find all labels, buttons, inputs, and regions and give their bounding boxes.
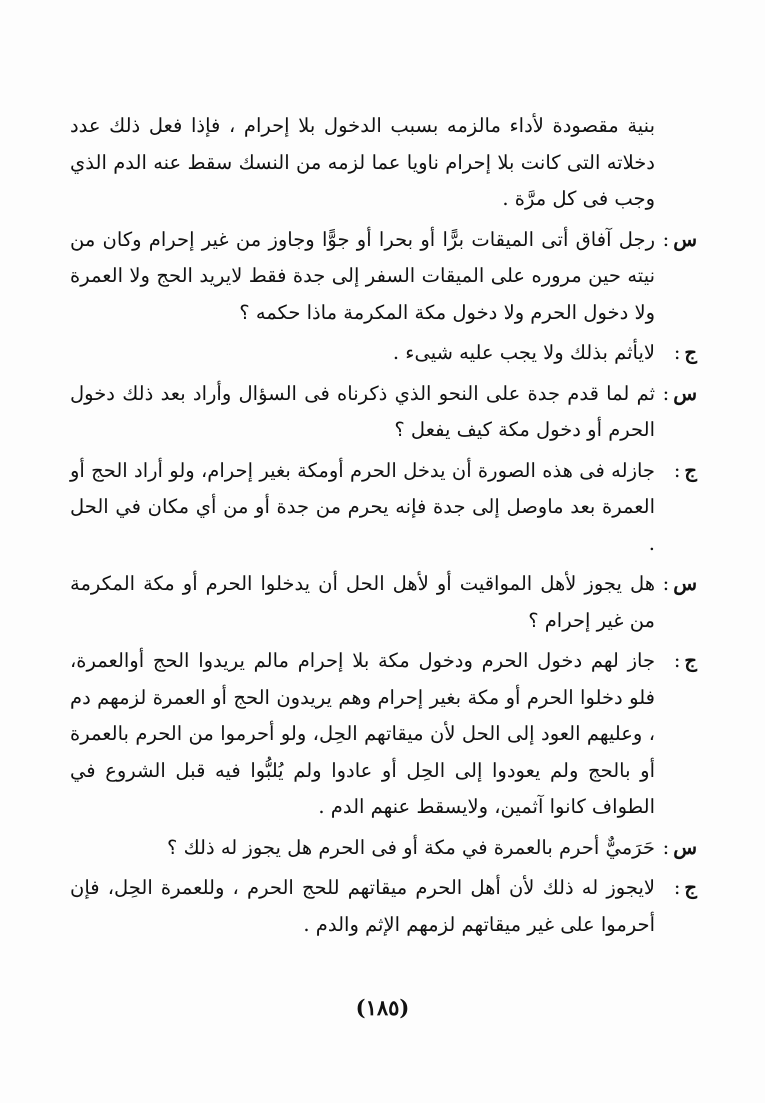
- answer-marker: [655, 335, 697, 372]
- marker-colon: :: [662, 227, 670, 251]
- page-body: [70, 108, 697, 947]
- marker-colon: :: [673, 876, 681, 899]
- marker-letter: س: [673, 227, 697, 251]
- question-marker: [655, 566, 697, 603]
- marker-letter: ج: [684, 649, 697, 672]
- question-4: [70, 830, 697, 867]
- marker-letter: س: [673, 572, 697, 595]
- question-text: هل يجوز لأهل المواقيت أو لأهل الحل أن يدخلوا الحرم أو مكة المكرمة من غير إحرام ؟: [70, 572, 655, 632]
- marker-letter: س: [673, 381, 697, 405]
- answer-2: [70, 453, 697, 563]
- marker-letter: ج: [684, 458, 697, 482]
- answer-text: جازله فى هذه الصورة أن يدخل الحرم أومكة بغير إحرام، ولو أراد الحج أو العمرة بعد ماوصل إلى جدة فإنه يحرم من جدة أو من أي مكان في الحل .: [70, 458, 655, 555]
- question-marker: [655, 376, 697, 413]
- marker-colon: :: [673, 341, 681, 364]
- marker-letter: ج: [684, 341, 697, 364]
- question-text: رجل آفاق أتى الميقات برًّا أو بحرا أو جوًّا وجاوز من غير إحرام وكان من نيته حين مروره على الميقات السفر إلى جدة فقط لايريد الحج ولا العمرة ولا دخول الحرم ولا دخول مكة المكرمة ماذا حكمه ؟: [70, 227, 655, 324]
- marker-letter: ج: [684, 876, 697, 899]
- marker-letter: س: [673, 835, 697, 859]
- answer-4: [70, 870, 697, 943]
- marker-colon: :: [662, 381, 670, 405]
- answer-1: [70, 335, 697, 372]
- answer-text: جاز لهم دخول الحرم ودخول مكة بلا إحرام مالم يريدوا الحج أوالعمرة، فلو دخلوا الحرم أو مكة بغير إحرام وهم يريدون الحج أو العمرة لزمهم دم ، وعليهم العود إلى الحل لأن ميقاتهم الحِل، ولو أحرموا من الحرم بالعمرة أو بالحج ولم يعودوا إلى الحِل أو عادوا ولم يُلبُّوا فيه قبل الشروع في الطواف كانوا آثمين، ولايسقط عنهم الدم .: [70, 649, 655, 818]
- answer-text: لايأثم بذلك ولا يجب عليه شيىء .: [392, 341, 655, 364]
- marker-colon: :: [673, 458, 681, 482]
- marker-colon: :: [673, 649, 681, 672]
- question-3: [70, 566, 697, 639]
- answer-3: [70, 643, 697, 826]
- answer-text: لايجوز له ذلك لأن أهل الحرم ميقاتهم للحج الحرم ، وللعمرة الحِل، فإن أحرموا على غير ميقاتهم لزمهم الإثم والدم .: [70, 876, 655, 936]
- answer-marker: [655, 870, 697, 907]
- answer-marker: [655, 453, 697, 490]
- intro-paragraph: بنية مقصودة لأداء مالزمه بسبب الدخول بلا إحرام ، فإذا فعل ذلك عدد دخلاته التى كانت بلا إحرام ناويا عما لزمه من النسك سقط عنه الدم الذي وجب فى كل مرَّة .: [70, 114, 655, 210]
- question-text: حَرَميٌّ أحرم بالعمرة في مكة أو فى الحرم هل يجوز له ذلك ؟: [167, 835, 655, 859]
- question-2: [70, 376, 697, 449]
- answer-marker: [655, 643, 697, 680]
- page-number: (١٨٥): [355, 995, 410, 1020]
- question-1: [70, 222, 697, 332]
- marker-colon: :: [662, 835, 670, 859]
- marker-colon: :: [662, 572, 670, 595]
- question-marker: [655, 830, 697, 867]
- question-text: ثم لما قدم جدة على النحو الذي ذكرناه فى السؤال وأراد بعد ذلك دخول الحرم أو دخول مكة كيف يفعل ؟: [70, 381, 655, 441]
- question-marker: [655, 222, 697, 259]
